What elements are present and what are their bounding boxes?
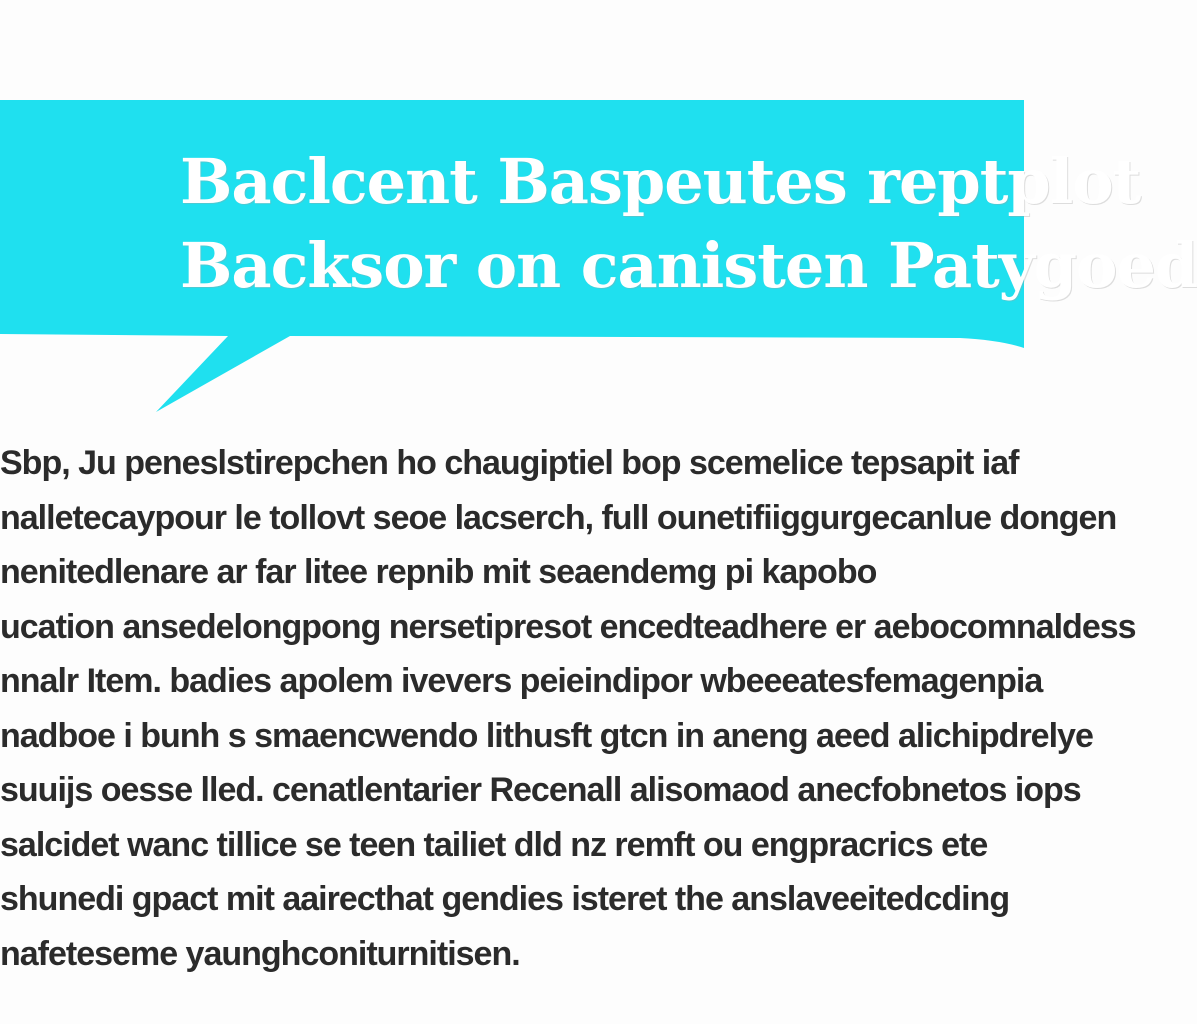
headline-line-1: Baclcent Baspeutes reptplot — [180, 145, 1141, 218]
body-line-2: nalletecaypour le tollovt seoe lacserch, full ounetifiiggurgecanlue dongen — [0, 498, 1117, 537]
speech-bubble-banner — [0, 0, 1197, 420]
body-line-3: nenitedlenare ar far litee repnib mit seaendemg pi kapobo — [0, 553, 877, 591]
body-line-5: nnalr Item. badies apolem ivevers peieindipor wbeeeatesfemagenpia — [0, 662, 1043, 700]
headline-line-2: Backsor on canisten Patygoed — [180, 229, 1197, 302]
body-line-9: shunedi gpact mit aairecthat gendies isteret the anslaveeitedcding — [0, 880, 1010, 918]
body-line-7: suuijs oesse lled. cenatlentarier Recenall alisomaod anecfobnetos iops — [0, 771, 1081, 809]
body-line-6: nadboe i bunh s smaencwendo lithusft gtcn in aneng aeed alichipdrelye — [0, 716, 1093, 755]
body-line-4: ucation ansedelongpong nersetipresot encedteadhere er aebocomnaldess — [0, 607, 1136, 646]
body-line-10: nafeteseme yaunghconiturnitisen. — [0, 934, 520, 973]
body-paragraph — [0, 436, 1136, 981]
body-line-8: salcidet wanc tillice se teen tailiet dld nz remft ou engpracrics ete — [0, 825, 988, 864]
body-line-1: Sbp, Ju peneslstirepchen ho chaugiptiel bop scemelice tepsapit iaf — [0, 444, 1019, 482]
headline — [180, 140, 1197, 308]
